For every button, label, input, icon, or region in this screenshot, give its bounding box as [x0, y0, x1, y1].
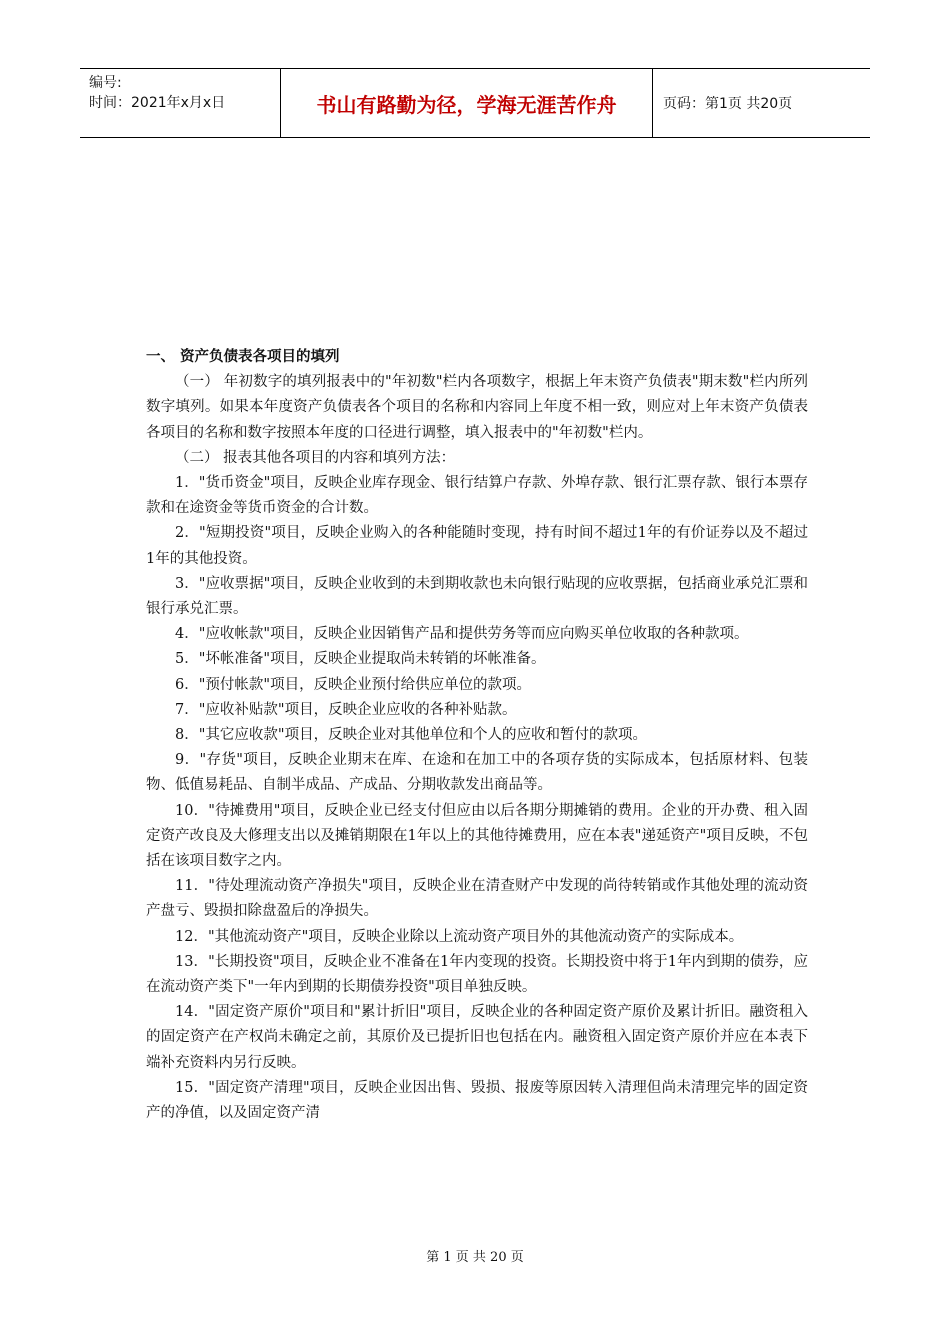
paragraph: 8．"其它应收款"项目，反映企业对其他单位和个人的应收和暂付的款项。	[175, 727, 648, 744]
paragraph: 12．"其他流动资产"项目，反映企业除以上流动资产项目外的其他流动资产的实际成本。	[175, 928, 744, 945]
paragraph: （一） 年初数字的填列报表中的"年初数"栏内各项数字，根据上年末资产负债表"期末数"栏内所列数字填列。如果本年度资产负债表各个项目的名称和内容同上年度不相一致，则应对上年末资产负债表各项目的名称和数字按照本年度的口径进行调整，填入报表中的"年初数"栏内。	[146, 374, 808, 441]
paragraph: 4．"应收帐款"项目，反映企业因销售产品和提供劳务等而应向购买单位收取的各种款项。	[175, 626, 749, 643]
paragraph: 6．"预付帐款"项目，反映企业预付给供应单位的款项。	[175, 676, 532, 693]
paragraph: 11．"待处理流动资产净损失"项目，反映企业在清查财产中发现的尚待转销或作其他处理的流动资产盘亏、毁损扣除盘盈后的净损失。	[146, 878, 808, 920]
paragraph: 5．"坏帐准备"项目，反映企业提取尚未转销的坏帐准备。	[175, 651, 546, 668]
number-label: 编号:	[89, 75, 122, 91]
header-page-code: 页码：第1页 共20页	[663, 96, 793, 112]
paragraph: 14．"固定资产原价"项目和"累计折旧"项目，反映企业的各种固定资产原价及累计折旧。融资租入的固定资产在产权尚未确定之前，其原价及已提折旧也包括在内。融资租入固定资产原价并应在本表下端补充资料内另行反映。	[146, 1004, 808, 1071]
paragraph: 10．"待摊费用"项目，反映企业已经支付但应由以后各期分期摊销的费用。企业的开办费、租入固定资产改良及大修理支出以及摊销期限在1年以上的其他待摊费用，应在本表"递延资产"项目反映，不包括在该项目数字之内。	[146, 802, 808, 870]
paragraph: 13．"长期投资"项目，反映企业不准备在1年内变现的投资。长期投资中将于1年内到期的债券，应在流动资产类下"一年内到期的长期债券投资"项目单独反映。	[146, 953, 808, 996]
header-motto: 书山有路勤为径，学海无涯苦作舟	[281, 69, 653, 137]
header-meta	[80, 69, 281, 137]
paragraph: 2．"短期投资"项目，反映企业购入的各种能随时变现，持有时间不超过1年的有价证券以及不超过1年的其他投资。	[146, 525, 808, 567]
paragraph: 9．"存货"项目，反映企业期末在库、在途和在加工中的各项存货的实际成本，包括原材料、包装物、低值易耗品、自制半成品、产成品、分期收款发出商品等。	[146, 752, 808, 794]
paragraph: （二） 报表其他各项目的内容和填列方法：	[175, 449, 456, 466]
paragraph: 1．"货币资金"项目，反映企业库存现金、银行结算户存款、外埠存款、银行汇票存款、银行本票存款和在途资金等货币资金的合计数。	[146, 475, 808, 517]
page-footer: 第 1 页 共 20 页	[426, 1250, 524, 1265]
time-label: 时间：2021年x月x日	[89, 95, 226, 111]
paragraph: 3．"应收票据"项目，反映企业收到的未到期收款也未向银行贴现的应收票据，包括商业承兑汇票和银行承兑汇票。	[146, 575, 808, 618]
paragraph: 15．"固定资产清理"项目，反映企业因出售、毁损、报废等原因转入清理但尚未清理完毕的固定资产的净值，以及固定资产清	[146, 1079, 808, 1122]
paragraph: 7．"应收补贴款"项目，反映企业应收的各种补贴款。	[175, 701, 517, 718]
document-body	[146, 345, 808, 1126]
section-title: 一、 资产负债表各项目的填列	[146, 349, 340, 365]
document-header	[80, 68, 870, 138]
